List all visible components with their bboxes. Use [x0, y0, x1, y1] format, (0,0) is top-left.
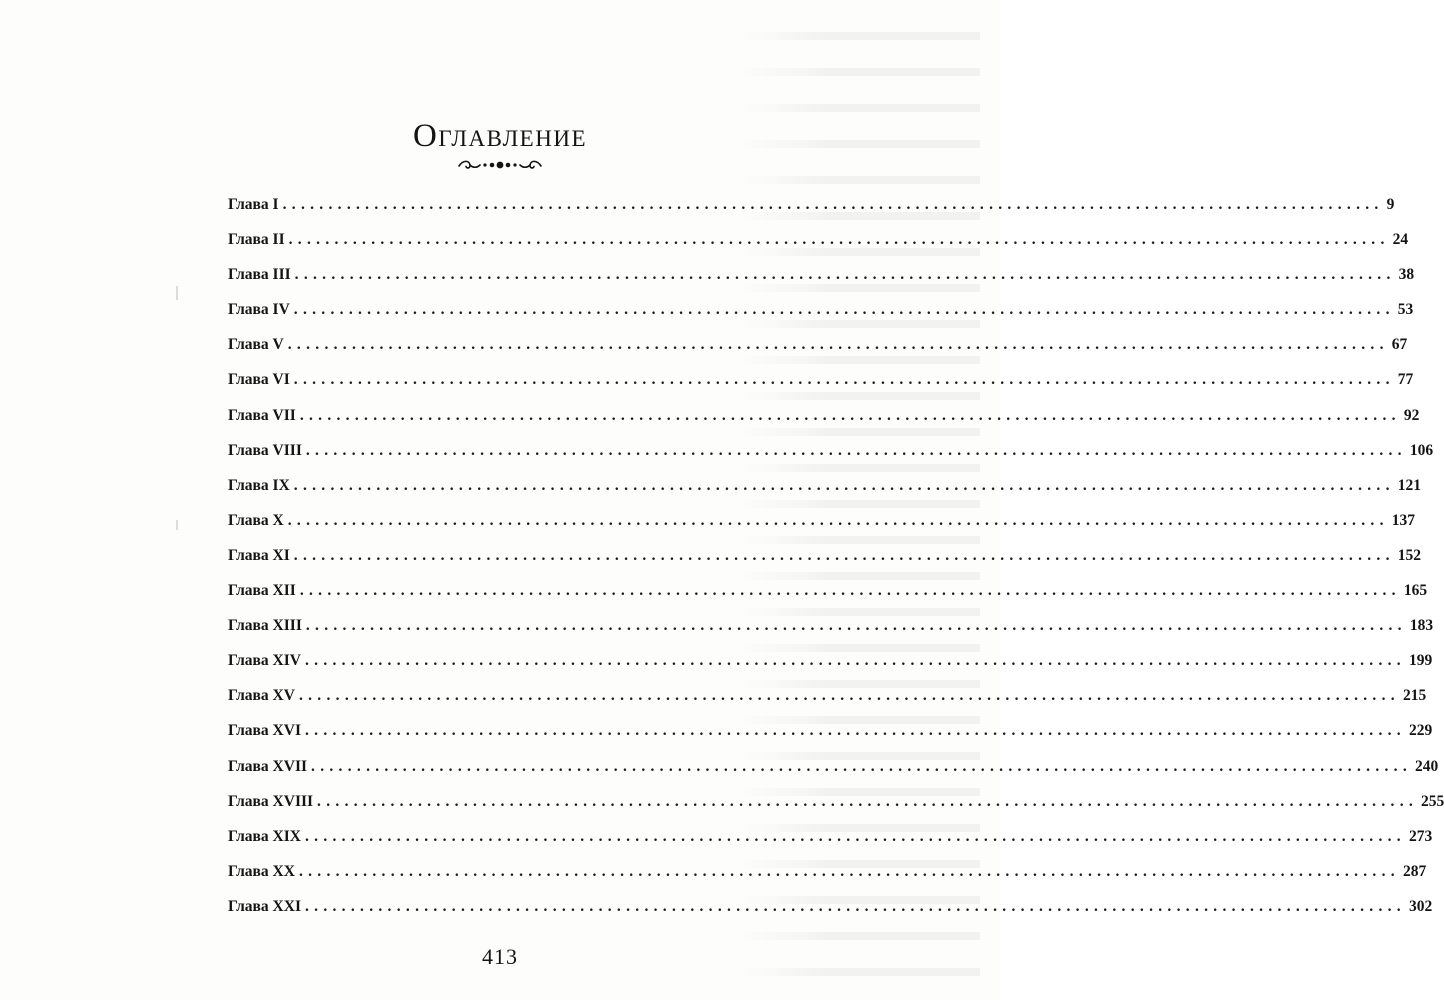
toc-entry[interactable]	[228, 546, 1422, 582]
toc-entry-page: 121	[1397, 476, 1422, 494]
toc-dot-leader: ........................................................................................................................	[288, 231, 1390, 249]
toc-entry-page: 273	[1408, 827, 1433, 845]
toc-entry-label: Глава XXI	[228, 897, 301, 915]
toc-dot-leader: ........................................................................................................................	[293, 371, 1395, 389]
toc-entry-label: Глава XVII	[228, 757, 308, 775]
toc-entry-label: Глава VIII	[228, 441, 302, 459]
toc-entry[interactable]	[228, 441, 1434, 477]
toc-dot-leader: ........................................................................................................................	[305, 617, 1407, 635]
toc-entry-label: Глава XI	[228, 546, 290, 564]
toc-entry-page: 9	[1386, 196, 1395, 213]
toc-dot-leader: ........................................................................................................................	[293, 476, 1395, 494]
toc-entry-page: 67	[1391, 336, 1408, 354]
toc-entry-label: Глава IV	[228, 301, 290, 319]
toc-entry-label: Глава V	[228, 336, 284, 354]
toc-entry[interactable]	[228, 511, 1415, 547]
toc-dot-leader: ........................................................................................................................	[304, 722, 1406, 740]
toc-entry[interactable]	[228, 792, 1444, 828]
toc-entry-label: Глава XIII	[228, 617, 302, 635]
toc-entry-page: 255	[1421, 792, 1444, 810]
toc-entry-label: Глава XVI	[228, 722, 301, 740]
toc-entry[interactable]	[228, 406, 1420, 442]
page-title: Оглавление	[413, 118, 587, 155]
toc-entry[interactable]	[228, 687, 1427, 722]
toc-entry-label: Глава XX	[228, 862, 295, 880]
toc-entry[interactable]	[228, 231, 1409, 266]
toc-entry-page: 53	[1397, 301, 1414, 319]
toc-entry-label: Глава XIX	[228, 827, 301, 845]
toc-entry-page: 165	[1403, 582, 1428, 600]
toc-entry[interactable]	[228, 862, 1427, 898]
toc-dot-leader: ........................................................................................................................	[299, 406, 1401, 424]
toc-dot-leader: ........................................................................................................................	[304, 897, 1406, 915]
toc-entry-page: 24	[1392, 231, 1409, 249]
toc-entry-label: Глава X	[228, 511, 284, 529]
toc-entry[interactable]	[228, 757, 1439, 793]
toc-entry-label: Глава I	[228, 196, 279, 213]
toc-dot-leader: ........................................................................................................................	[305, 441, 1407, 459]
toc-dot-leader: ........................................................................................................................	[294, 266, 1396, 284]
toc-entry[interactable]	[228, 301, 1414, 336]
toc-entry[interactable]	[228, 336, 1408, 371]
toc-entry-page: 287	[1402, 862, 1427, 880]
toc-entry-label: Глава XVIII	[228, 792, 314, 810]
toc-entry-label: Глава VII	[228, 406, 296, 424]
toc-entry-page: 199	[1408, 652, 1433, 670]
toc-entry-page: 240	[1415, 757, 1439, 775]
toc-dot-leader: ........................................................................................................................	[293, 301, 1395, 319]
toc-entry-page: 229	[1408, 722, 1433, 740]
toc-dot-leader: ........................................................................................................................	[287, 336, 1389, 354]
table-of-contents	[228, 196, 1444, 933]
toc-entry-label: Глава II	[228, 231, 285, 249]
toc-dot-leader: ........................................................................................................................	[299, 582, 1401, 600]
toc-entry-label: Глава III	[228, 266, 291, 284]
toc-entry-label: Глава XIV	[228, 652, 301, 670]
scan-speck	[176, 286, 178, 300]
toc-entry-page: 92	[1403, 406, 1420, 424]
toc-entry-label: Глава IX	[228, 476, 290, 494]
toc-entry[interactable]	[228, 652, 1433, 687]
toc-entry-page: 137	[1391, 511, 1415, 529]
toc-dot-leader: ........................................................................................................................	[304, 652, 1406, 670]
toc-entry-label: Глава VI	[228, 371, 290, 389]
toc-entry[interactable]	[228, 266, 1415, 301]
toc-dot-leader: ........................................................................................................................	[317, 792, 1419, 810]
toc-entry[interactable]	[228, 476, 1422, 512]
toc-entry[interactable]	[228, 617, 1434, 652]
toc-entry-page: 38	[1398, 266, 1415, 284]
scan-speck	[176, 520, 178, 530]
toc-entry[interactable]	[228, 371, 1414, 406]
toc-entry[interactable]	[228, 722, 1433, 757]
toc-dot-leader: ........................................................................................................................	[293, 546, 1395, 564]
toc-entry-page: 77	[1397, 371, 1414, 389]
toc-dot-leader: ........................................................................................................................	[304, 827, 1406, 845]
toc-dot-leader: ........................................................................................................................	[298, 687, 1400, 705]
page-number: 413	[482, 944, 518, 969]
toc-entry-page: 183	[1409, 617, 1434, 635]
toc-dot-leader: ........................................................................................................................	[287, 511, 1389, 529]
toc-entry-page: 152	[1397, 546, 1422, 564]
toc-entry-page: 302	[1408, 897, 1433, 915]
toc-entry[interactable]	[228, 582, 1428, 617]
toc-dot-leader: ........................................................................................................................	[311, 757, 1413, 775]
toc-dot-leader: ........................................................................................................................	[298, 862, 1400, 880]
toc-entry-label: Глава XV	[228, 687, 295, 705]
toc-entry-label: Глава XII	[228, 582, 296, 600]
fleuron-ornament-icon	[455, 156, 545, 174]
toc-entry-page: 106	[1409, 441, 1434, 459]
toc-entry[interactable]	[228, 827, 1433, 863]
toc-entry-page: 215	[1402, 687, 1427, 705]
toc-entry[interactable]	[228, 897, 1433, 933]
toc-entry[interactable]	[228, 196, 1395, 231]
toc-dot-leader: ........................................................................................................................	[282, 196, 1384, 213]
